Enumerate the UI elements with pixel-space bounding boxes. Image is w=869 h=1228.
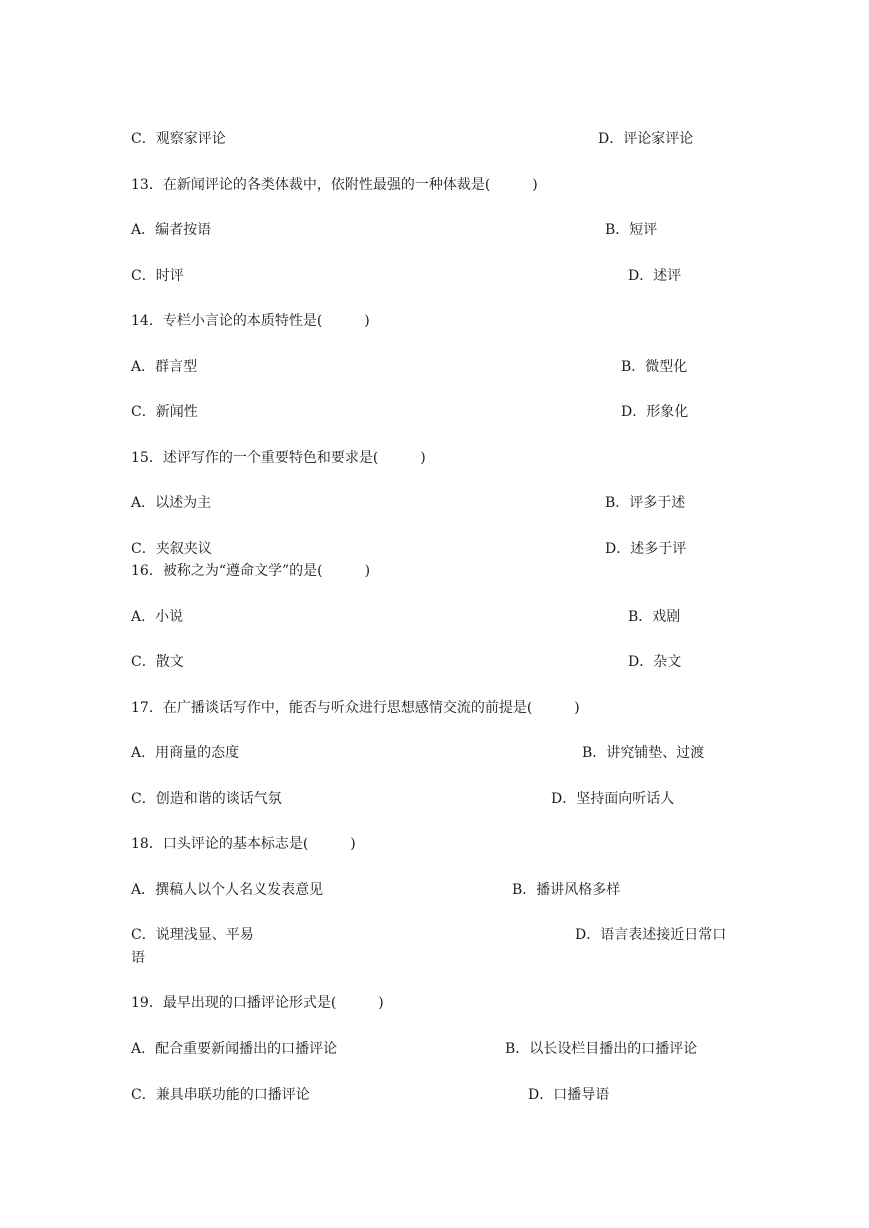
option-18-a: A．撰稿人以个人名义发表意见: [131, 882, 324, 898]
option-14-d: D．形象化: [621, 404, 689, 420]
question-15-stem: 15．述评写作的一个重要特色和要求是( ): [131, 450, 426, 466]
option-17-a: A．用商量的态度: [131, 745, 240, 761]
option-15-c: C．夹叙夹议: [131, 541, 212, 557]
option-17-d: D．坚持面向听话人: [551, 791, 675, 807]
option-13-b: B．短评: [605, 222, 658, 238]
option-15-a: A．以述为主: [131, 495, 212, 511]
option-19-c: C．兼具串联功能的口播评论: [131, 1087, 310, 1103]
question-14-stem: 14．专栏小言论的本质特性是( ): [131, 313, 370, 329]
option-16-c: C．散文: [131, 654, 184, 670]
option-18-d-wrap: 语: [131, 950, 145, 966]
question-19-stem: 19．最早出现的口播评论形式是( ): [131, 995, 384, 1011]
option-18-b: B．播讲风格多样: [512, 882, 621, 898]
option-19-a: A．配合重要新闻播出的口播评论: [131, 1041, 338, 1057]
option-16-b: B．戏剧: [628, 609, 681, 625]
option-14-b: B．微型化: [621, 359, 688, 375]
option-17-c: C．创造和谐的谈话气氛: [131, 791, 282, 807]
option-15-d: D．述多于评: [605, 541, 687, 557]
question-16-stem: 16．被称之为“遵命文学”的是( ): [131, 563, 371, 579]
option-16-a: A．小说: [131, 609, 184, 625]
option-15-b: B．评多于述: [605, 495, 686, 511]
option-19-d: D．口播导语: [528, 1087, 610, 1103]
option-13-d: D．述评: [628, 268, 682, 284]
option-16-d: D．杂文: [628, 654, 682, 670]
option-14-c: C．新闻性: [131, 404, 198, 420]
option-14-a: A．群言型: [131, 359, 198, 375]
option-13-c: C．时评: [131, 268, 184, 284]
option-17-b: B．讲究铺垫、过渡: [582, 745, 705, 761]
option-18-c: C．说理浅显、平易: [131, 927, 254, 943]
option-12-d: D．评论家评论: [598, 131, 694, 147]
option-12-c: C．观察家评论: [131, 131, 226, 147]
option-19-b: B．以长设栏目播出的口播评论: [505, 1041, 698, 1057]
question-17-stem: 17．在广播谈话写作中，能否与听众进行思想感情交流的前提是( ): [131, 700, 580, 716]
option-18-d: D．语言表述接近日常口: [575, 927, 727, 943]
question-18-stem: 18．口头评论的基本标志是( ): [131, 836, 356, 852]
question-13-stem: 13．在新闻评论的各类体裁中，依附性最强的一种体裁是( ): [131, 177, 538, 193]
option-13-a: A．编者按语: [131, 222, 212, 238]
